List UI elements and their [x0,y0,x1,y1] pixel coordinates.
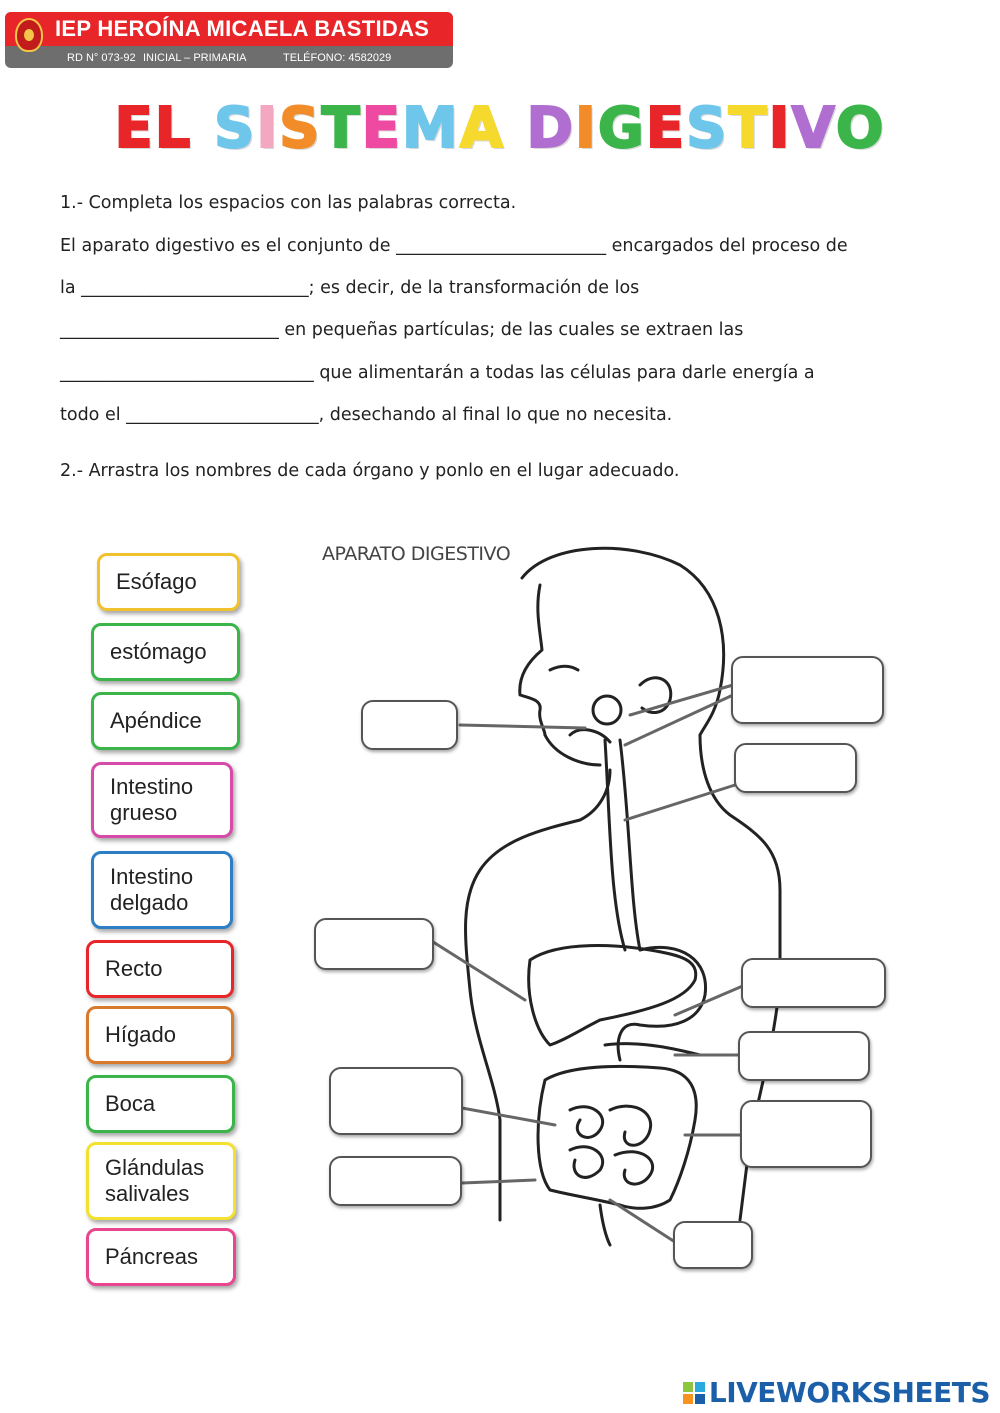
eye [550,666,578,670]
title-letter: I [768,96,792,161]
word-chip[interactable]: estómago [91,623,240,681]
title-letter: E [645,96,687,161]
school-phone: TELÉFONO: 4582029 [283,52,392,64]
pointer-glandulas-2 [625,695,733,745]
title-space [192,96,214,161]
exercise-1-instruction: 1.- Completa los espacios con las palabras correcta. [60,193,517,213]
exercise-1-line-1: El aparato digestivo es el conjunto de ________________________ encargados del proceso de [60,236,848,256]
word-chip[interactable]: Esófago [97,553,240,611]
large-intestine [538,1066,696,1208]
pointer-higado [430,940,525,1000]
face-profile [520,585,545,735]
drop-box-boca[interactable] [361,700,458,750]
liveworksheets-logo[interactable] [683,1376,990,1409]
title-letter: S [213,96,257,161]
drop-box-glandulas-salivales[interactable] [731,656,884,724]
drop-box-pancreas[interactable] [738,1031,870,1081]
word-chip[interactable]: Boca [86,1075,235,1133]
exercise-2-instruction: 2.- Arrastra los nombres de cada órgano y ponlo en el lugar adecuado. [60,461,680,481]
word-chip[interactable]: Páncreas [86,1228,236,1286]
drop-box-apendice[interactable] [329,1156,462,1206]
rectum [600,1205,610,1245]
liver [529,946,696,1045]
small-intestine [570,1106,653,1184]
drop-box-esofago[interactable] [734,743,857,793]
school-name: IEP HEROÍNA MICAELA BASTIDAS [55,16,430,41]
pointer-boca [460,725,585,728]
pointer-apendice [462,1180,535,1183]
title-letter: L [154,96,193,161]
title-letter: T [321,96,362,161]
word-chip[interactable]: Intestino grueso [91,762,233,838]
title-letter: I [575,96,598,161]
salivary-gland [593,696,621,724]
school-levels: INICIAL – PRIMARIA [143,52,247,64]
word-chip[interactable]: Glándulas salivales [86,1142,236,1220]
exercise-1-line-3: _________________________ en pequeñas partículas; de las cuales se extraen las [60,320,744,340]
word-chip[interactable]: Hígado [86,1006,234,1064]
diagram-label: APARATO DIGESTIVO [322,543,511,565]
exercise-1-line-5: todo el ______________________, desechando al final lo que no necesita. [60,405,673,425]
title-letter: T [728,96,769,161]
drop-box-recto[interactable] [673,1221,753,1269]
title-letter: E [361,96,402,161]
exercise-1-line-4: _____________________________ que alimentarán a todas las células para darle energía a [60,363,815,383]
title-letter: D [526,96,576,161]
school-rd: RD N° 073-92 [67,52,136,64]
esophagus-right [620,740,640,950]
title-letter: O [835,96,886,161]
liveworksheets-icon [683,1382,705,1404]
drop-box-intestino-grueso[interactable] [329,1067,463,1135]
title-letter: S [279,96,322,161]
left-torso [470,990,500,1220]
pointer-recto [610,1200,675,1242]
title-space [505,96,527,161]
title-letter: I [256,96,280,161]
school-crest-icon [15,18,43,52]
drop-box-estomago[interactable] [741,958,886,1008]
drop-box-intestino-delgado[interactable] [740,1100,872,1168]
school-banner [5,12,453,68]
title-letter: A [459,96,506,161]
word-chip[interactable]: Apéndice [91,692,240,750]
liveworksheets-brand: LIVEWORKSHEETS [708,1376,990,1409]
word-chip[interactable]: Intestino delgado [91,851,233,929]
exercise-1-line-2: la __________________________; es decir, de la transformación de los [60,278,640,298]
head-outline [522,548,724,735]
drop-box-higado[interactable] [314,918,434,970]
worksheet-title [0,96,1000,161]
word-chip[interactable]: Recto [86,940,234,998]
title-letter: M [401,96,460,161]
title-letter: E [114,96,155,161]
title-letter: S [686,96,729,161]
title-letter: V [791,96,836,161]
title-letter: G [597,96,646,161]
jaw [545,735,600,765]
pointer-intestino-grueso [462,1108,555,1125]
